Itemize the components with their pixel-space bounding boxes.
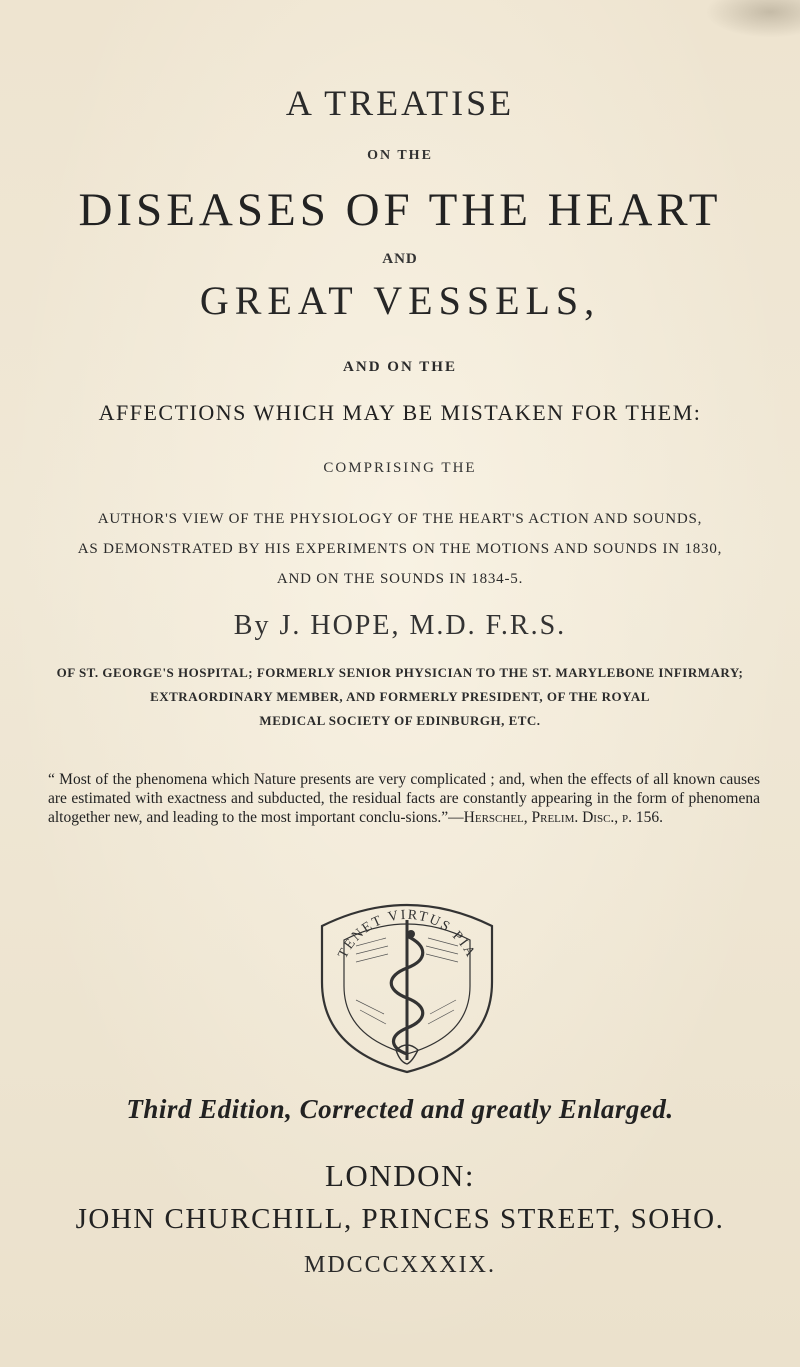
paper-stain [700,0,800,40]
subtitle-comprising: COMPRISING THE [323,460,477,476]
serpent-head [407,930,415,938]
title-diseases-of-the-heart: DISEASES OF THE HEART [78,184,722,236]
author-line: By J. HOPE, M.D. F.R.S. [233,610,567,641]
subtitle-and-on-the: AND ON THE [343,359,457,375]
epigraph-quote [48,770,760,827]
title-treatise: A TREATISE [285,83,515,123]
title-affections: AFFECTIONS WHICH MAY BE MISTAKEN FOR THEM: [98,400,702,425]
edition-statement: Third Edition, Corrected and greatly Enlarged. [126,1094,674,1124]
description-line-3: AND ON THE SOUNDS IN 1834-5. [276,571,524,587]
epigraph-text: “ Most of the phenomena which Nature presents are very complicated ; and, when the effects of all known causes are estimated with exactness and subducted, the residual facts are constantly appearing in the form of phenomena altogether new, and leading to the most important conclu-sions.” [48,771,760,826]
description-line-2: AS DEMONSTRATED BY HIS EXPERIMENTS ON THE MOTIONS AND SOUNDS IN 1830, [77,541,723,557]
title-great-vessels: GREAT VESSELS, [199,278,601,323]
publisher-emblem [300,890,514,1076]
author-credentials-3: MEDICAL SOCIETY OF EDINBURGH, ETC. [259,713,541,728]
subtitle-and: AND [382,251,418,267]
author-credentials-2: EXTRAORDINARY MEMBER, AND FORMERLY PRESIDENT, OF THE ROYAL [150,689,650,704]
description-line-1: AUTHOR'S VIEW OF THE PHYSIOLOGY OF THE HEART'S ACTION AND SOUNDS, [97,511,703,527]
emblem-motto: TENET VIRTUS PIA [335,907,479,962]
imprint-publisher: JOHN CHURCHILL, PRINCES STREET, SOHO. [75,1203,725,1235]
epigraph-source: —Herschel, Prelim. Disc., p. 156. [448,809,664,826]
imprint-place: LONDON: [325,1158,475,1193]
author-credentials-1: OF ST. GEORGE'S HOSPITAL; FORMERLY SENIOR PHYSICIAN TO THE ST. MARYLEBONE INFIRMARY; [56,665,744,680]
imprint-date: MDCCCXXXIX. [303,1252,496,1278]
subtitle-on-the: ON THE [367,148,433,163]
